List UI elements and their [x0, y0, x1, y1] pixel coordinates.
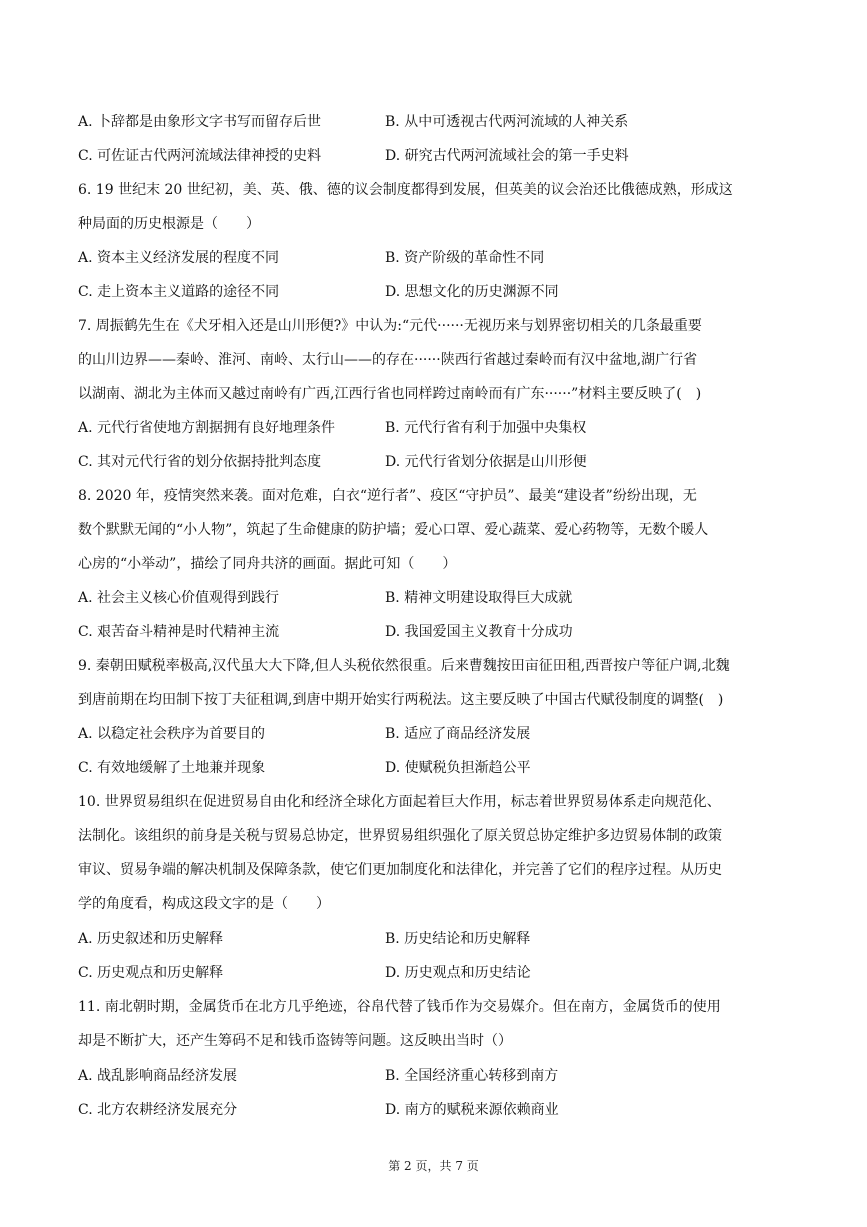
answer-option-c[interactable]: C. 走上资本主义道路的途径不同 — [78, 284, 280, 300]
page-footer: 第 2 页，共 7 页 — [388, 1159, 479, 1173]
answer-option-b[interactable]: B. 历史结论和历史解释 — [385, 931, 531, 947]
question-stem-line: 数个默默无闻的“小人物”，筑起了生命健康的防护墙；爱心口罩、爱心蔬菜、爱心药物等，无数个暖人 — [78, 522, 709, 538]
question-stem-line: 到唐前期在均田制下按丁夫征租调,到唐中期开始实行两税法。这主要反映了中国古代赋役制度的调整( ) — [78, 692, 724, 708]
question-stem-line: 6. 19 世纪末 20 世纪初，美、英、俄、德的议会制度都得到发展，但英美的议会治还比俄德成熟，形成这 — [78, 182, 733, 198]
option-row — [78, 963, 790, 983]
answer-option-a[interactable]: A. 资本主义经济发展的程度不同 — [78, 250, 280, 266]
answer-option-d[interactable]: D. 研究古代两河流域社会的第一手史料 — [385, 148, 629, 164]
question-stem-line: 却是不断扩大，还产生筹码不足和钱币盗铸等问题。这反映出当时（） — [78, 1033, 512, 1049]
question-stem-line: 11. 南北朝时期，金属货币在北方几乎绝迹，谷帛代替了钱币作为交易媒介。但在南方，金属货币的使用 — [78, 999, 721, 1015]
answer-option-a[interactable]: A. 战乱影响商品经济发展 — [78, 1068, 238, 1084]
option-row — [78, 146, 790, 166]
option-row — [78, 758, 790, 778]
answer-option-a[interactable]: A. 历史叙述和历史解释 — [78, 931, 224, 947]
answer-option-a[interactable]: A. 以稳定社会秩序为首要目的 — [78, 726, 266, 742]
answer-option-c[interactable]: C. 艰苦奋斗精神是时代精神主流 — [78, 624, 280, 640]
option-row — [78, 724, 790, 744]
question-stem-line: 9. 秦朝田赋税率极高,汉代虽大大下降,但人头税依然很重。后来曹魏按田亩征田租,西晋按户等征户调,北魏 — [78, 658, 730, 674]
answer-option-a[interactable]: A. 卜辞都是由象形文字书写而留存后世 — [78, 114, 322, 130]
option-row — [78, 929, 790, 949]
option-row — [78, 418, 790, 438]
answer-option-d[interactable]: D. 思想文化的历史渊源不同 — [385, 284, 559, 300]
answer-option-d[interactable]: D. 南方的赋税来源依赖商业 — [385, 1102, 559, 1118]
answer-option-c[interactable]: C. 有效地缓解了土地兼并现象 — [78, 760, 266, 776]
answer-option-b[interactable]: B. 全国经济重心转移到南方 — [385, 1068, 559, 1084]
answer-option-b[interactable]: B. 元代行省有利于加强中央集权 — [385, 420, 587, 436]
answer-option-d[interactable]: D. 我国爱国主义教育十分成功 — [385, 624, 573, 640]
option-row — [78, 1100, 790, 1120]
answer-option-b[interactable]: B. 精神文明建设取得巨大成就 — [385, 590, 573, 606]
question-stem-line: 以湖南、湖北为主体而又越过南岭有广西,江西行省也同样跨过南岭而有广东······”材料主要反映了( ) — [78, 386, 702, 402]
question-stem-line: 种局面的历史根源是（ ） — [78, 216, 260, 232]
answer-option-b[interactable]: B. 适应了商品经济发展 — [385, 726, 531, 742]
question-stem-line: 10. 世界贸易组织在促进贸易自由化和经济全球化方面起着巨大作用，标志着世界贸易体系走向规范化、 — [78, 794, 721, 810]
question-stem-line: 7. 周振鹤先生在《犬牙相入还是山川形便?》中认为:“元代······无视历来与划界密切相关的几条最重要 — [78, 318, 702, 334]
question-stem-line: 心房的“小举动”，描绘了同舟共济的画面。据此可知（ ） — [78, 556, 457, 572]
question-stem-line: 8. 2020 年，疫情突然来袭。面对危难，白衣“逆行者”、疫区“守护员”、最美“建设者”纷纷出现，无 — [78, 488, 697, 504]
answer-option-c[interactable]: C. 北方农耕经济发展充分 — [78, 1102, 238, 1118]
option-row — [78, 112, 790, 132]
option-row — [78, 248, 790, 268]
answer-option-d[interactable]: D. 使赋税负担渐趋公平 — [385, 760, 531, 776]
option-row — [78, 282, 790, 302]
answer-option-c[interactable]: C. 其对元代行省的划分依据持批判态度 — [78, 454, 322, 470]
answer-option-d[interactable]: D. 元代行省划分依据是山川形便 — [385, 454, 587, 470]
option-row — [78, 452, 790, 472]
question-stem-line: 的山川边界——秦岭、淮河、南岭、太行山——的存在······陕西行省越过秦岭而有汉中盆地,湖广行省 — [78, 352, 698, 368]
answer-option-c[interactable]: C. 历史观点和历史解释 — [78, 965, 224, 981]
answer-option-a[interactable]: A. 元代行省使地方割据拥有良好地理条件 — [78, 420, 336, 436]
answer-option-b[interactable]: B. 从中可透视古代两河流域的人神关系 — [385, 114, 629, 130]
option-row — [78, 1066, 790, 1086]
answer-option-c[interactable]: C. 可佐证古代两河流域法律神授的史料 — [78, 148, 322, 164]
answer-option-d[interactable]: D. 历史观点和历史结论 — [385, 965, 531, 981]
option-row — [78, 622, 790, 642]
question-stem-line: 学的角度看，构成这段文字的是（ ） — [78, 896, 330, 912]
option-row — [78, 588, 790, 608]
question-stem-line: 审议、贸易争端的解决机制及保障条款，使它们更加制度化和法律化，并完善了它们的程序过程。从历史 — [78, 862, 722, 878]
answer-option-a[interactable]: A. 社会主义核心价值观得到践行 — [78, 590, 280, 606]
answer-option-b[interactable]: B. 资产阶级的革命性不同 — [385, 250, 545, 266]
question-stem-line: 法制化。该组织的前身是关税与贸易总协定，世界贸易组织强化了原关贸总协定维护多边贸易体制的政策 — [78, 828, 722, 844]
